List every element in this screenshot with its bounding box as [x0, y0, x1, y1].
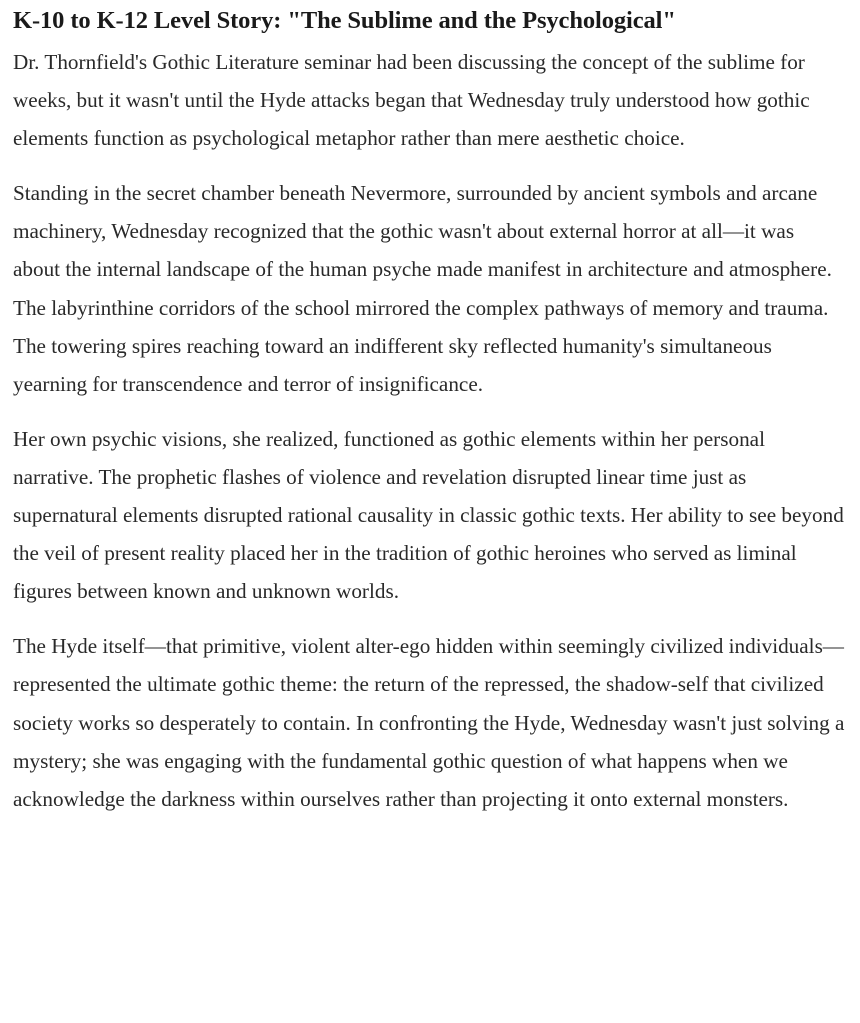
story-body	[13, 43, 846, 818]
story-paragraph-3: Her own psychic visions, she realized, functioned as gothic elements within her personal narrative. The prophetic flashes of violence and revelation disrupted linear time just as supernatural elements disrupted rational causality in classic gothic texts. Her ability to see beyond the veil of present reality placed her in the tradition of gothic heroines who served as liminal figures between known and unknown worlds.	[13, 426, 844, 604]
story-paragraph-2: Standing in the secret chamber beneath Nevermore, surrounded by ancient symbols and arcane machinery, Wednesday recognized that the gothic wasn't about external horror at all—it was about the internal landscape of the human psyche made manifest in architecture and atmosphere. The labyrinthine corridors of the school mirrored the complex pathways of memory and trauma. The towering spires reaching toward an indifferent sky reflected humanity's simultaneous yearning for transcendence and terror of insignificance.	[13, 181, 832, 396]
story-paragraph-4: The Hyde itself—that primitive, violent alter-ego hidden within seemingly civilized individuals—represented the ultimate gothic theme: the return of the repressed, the shadow-self that civilized society works so desperately to contain. In confronting the Hyde, Wednesday wasn't just solving a mystery; she was engaging with the fundamental gothic question of what happens when we acknowledge the darkness within ourselves rather than projecting it onto external monsters.	[13, 634, 845, 811]
story-paragraph-1: Dr. Thornfield's Gothic Literature seminar had been discussing the concept of the sublime for weeks, but it wasn't until the Hyde attacks began that Wednesday truly understood how gothic elements function as psychological metaphor rather than mere aesthetic choice.	[13, 50, 810, 151]
story-title: K-10 to K-12 Level Story: "The Sublime and the Psychological"	[13, 7, 676, 34]
